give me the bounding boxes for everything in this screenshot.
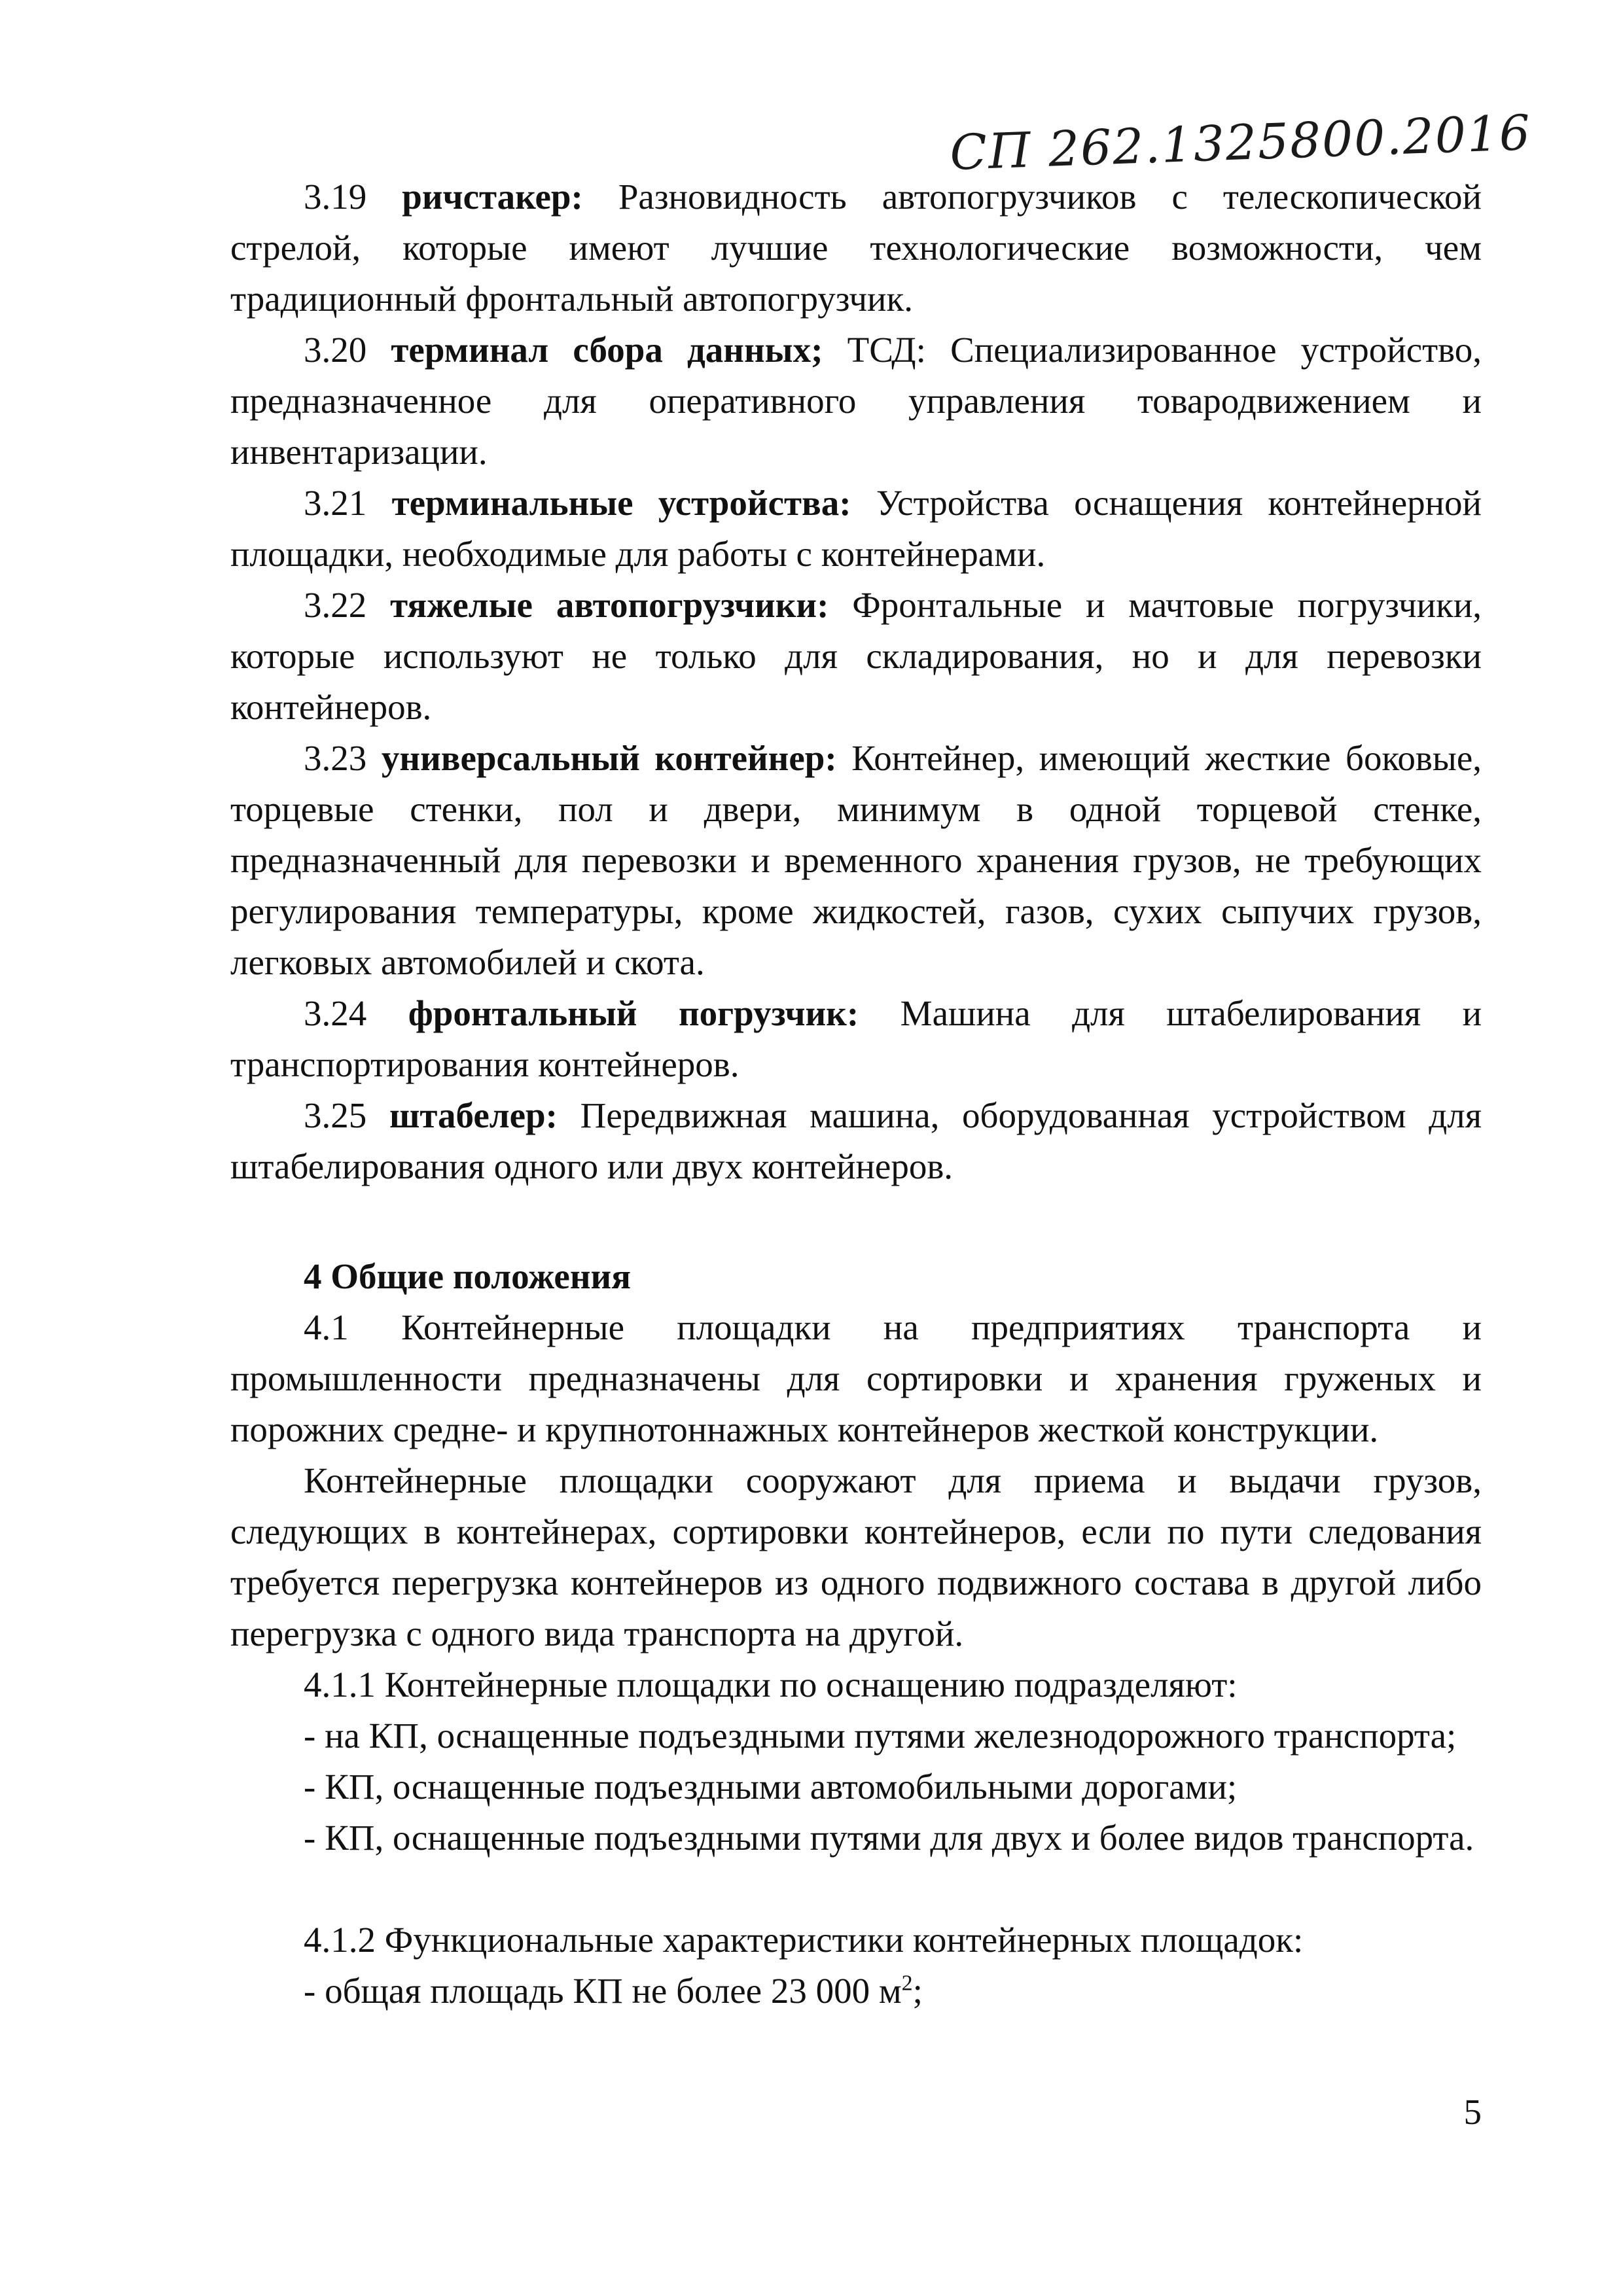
definition-number: 3.24 bbox=[304, 993, 367, 1033]
definition-text: Машина для штабелирования и транспортирования контейнеров. bbox=[230, 993, 1482, 1084]
page-number: 5 bbox=[1463, 2092, 1482, 2132]
definition-3-21 bbox=[230, 478, 1482, 580]
handwritten-document-code: СП 262.1325800.2016 bbox=[949, 105, 1533, 181]
definition-number: 3.21 bbox=[304, 483, 367, 523]
section-heading: 4 Общие положения bbox=[304, 1256, 631, 1296]
definition-number: 3.25 bbox=[304, 1095, 367, 1135]
definition-term: терминальные устройства: bbox=[391, 483, 851, 523]
definition-3-19 bbox=[230, 171, 1482, 325]
definition-term: тяжелые автопогрузчики: bbox=[390, 585, 829, 625]
page-body bbox=[230, 171, 1482, 2017]
paragraph-purpose: Контейнерные площадки сооружают для приема и выдачи грузов, следующих в контейнерах, сортировки контейнеров, если по пути следования требуется перегрузка контейнеров из одного подвижного состава в другой либо перегрузка с одного вида транспорта на другой. bbox=[230, 1460, 1482, 1653]
definition-text: Разновидность автопогрузчиков с телескопической стрелой, которые имеют лучшие технологические возможности, чем традиционный фронтальный автопогрузчик. bbox=[230, 177, 1482, 319]
definition-3-22 bbox=[230, 580, 1482, 733]
definition-text: ТСД: Специализированное устройство, предназначенное для оперативного управления товародвижением и инвентаризации. bbox=[230, 330, 1482, 472]
definition-text: Контейнер, имеющий жесткие боковые, торцевые стенки, пол и двери, минимум в одной торцевой стенке, предназначенный для перевозки и временного хранения грузов, не требующих регулирования температуры, кроме жидкостей, газов, сухих сыпучих грузов, легковых автомобилей и скота. bbox=[230, 738, 1482, 982]
paragraph-4-1-2: 4.1.2 Функциональные характеристики контейнерных площадок: bbox=[304, 1920, 1304, 1960]
definition-3-23 bbox=[230, 733, 1482, 988]
definition-term: фронтальный погрузчик: bbox=[408, 993, 859, 1033]
definition-number: 3.22 bbox=[304, 585, 367, 625]
definition-text: Устройства оснащения контейнерной площадки, необходимые для работы с контейнерами. bbox=[230, 483, 1482, 574]
area-text: - общая площадь КП не более 23 000 м bbox=[304, 1971, 902, 2011]
definition-3-25 bbox=[230, 1090, 1482, 1192]
definition-term: ричстакер: bbox=[402, 177, 583, 217]
definition-term: штабелер: bbox=[389, 1095, 558, 1135]
definition-3-20 bbox=[230, 325, 1482, 478]
definition-number: 3.20 bbox=[304, 330, 367, 370]
paragraph-4-1: 4.1 Контейнерные площадки на предприятиях транспорта и промышленности предназначены для сортировки и хранения груженых и порожних средне- и крупнотоннажных контейнеров жесткой конструкции. bbox=[230, 1307, 1482, 1449]
definition-term: универсальный контейнер: bbox=[381, 738, 837, 778]
definition-number: 3.19 bbox=[304, 177, 367, 217]
list-item: - КП, оснащенные подъездными путями для двух и более видов транспорта. bbox=[304, 1818, 1474, 1858]
paragraph-4-1-1: 4.1.1 Контейнерные площадки по оснащению подразделяют: bbox=[304, 1665, 1238, 1704]
list-item: - на КП, оснащенные подъездными путями железнодорожного транспорта; bbox=[304, 1716, 1457, 1756]
definition-text: Фронтальные и мачтовые погрузчики, которые используют не только для складирования, но и для перевозки контейнеров. bbox=[230, 585, 1482, 727]
definition-number: 3.23 bbox=[304, 738, 367, 778]
area-unit-superscript: 2 bbox=[901, 1971, 913, 1996]
area-line-end: ; bbox=[912, 1971, 923, 2011]
list-item-area bbox=[230, 1966, 1482, 2017]
list-item: - КП, оснащенные подъездными автомобильными дорогами; bbox=[304, 1767, 1238, 1807]
definition-text: Передвижная машина, оборудованная устройством для штабелирования одного или двух контейнеров. bbox=[230, 1095, 1482, 1186]
definition-term: терминал сбора данных; bbox=[391, 330, 823, 370]
definition-3-24 bbox=[230, 988, 1482, 1090]
